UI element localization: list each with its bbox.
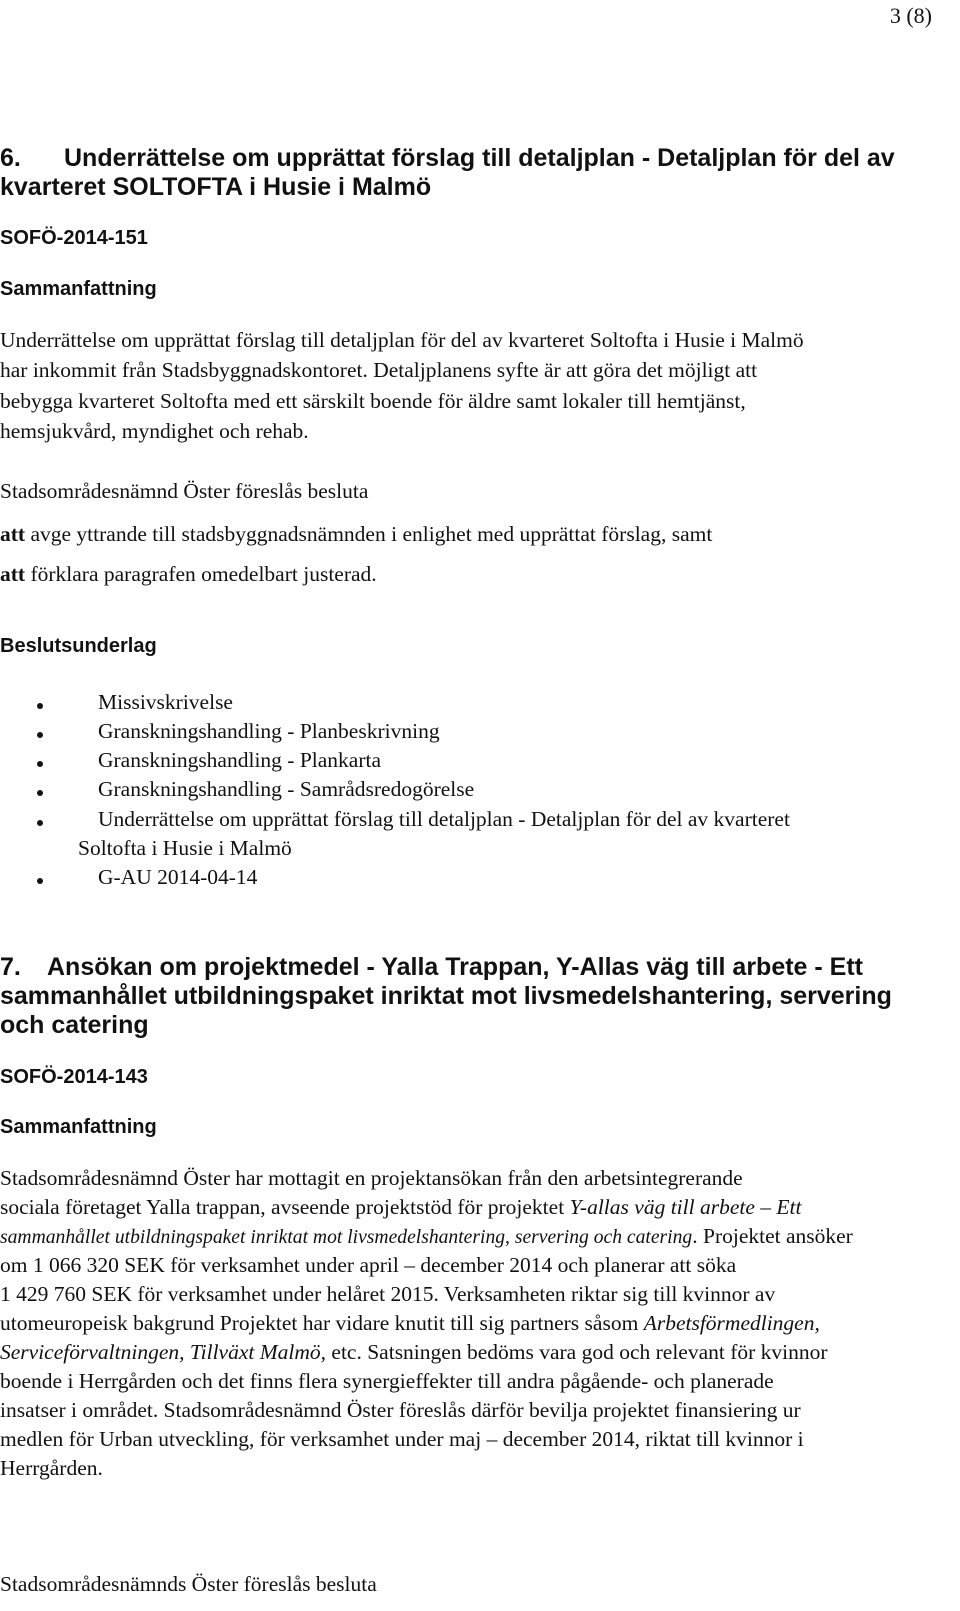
section-6-number: 6. (0, 144, 21, 172)
summary-text: utomeuropeisk bakgrund Projektet har vidare knutit till sig partners såsom (0, 1311, 644, 1335)
basis-item: Underrättelse om upprättat förslag till detaljplan - Detaljplan för del av kvarteret (98, 807, 790, 831)
section-7-title-line3: och catering (0, 1011, 149, 1039)
basis-item: Granskningshandling - Samrådsredogörelse (98, 777, 475, 801)
section-7-summary-line10: medlen för Urban utveckling, för verksamhet under maj – december 2014, riktat till kvinnor i (0, 1427, 804, 1451)
section-7-summary-line5: 1 429 760 SEK för verksamhet under helåret 2015. Verksamheten riktar sig till kvinnor av (0, 1282, 776, 1306)
section-6-reference: SOFÖ-2014-151 (0, 227, 148, 249)
partner-name: Serviceförvaltningen, Tillväxt Malmö, (0, 1340, 327, 1364)
decision-2-text: förklara paragrafen omedelbart justerad. (25, 562, 377, 586)
bullet-icon (37, 878, 43, 884)
att-keyword: att (0, 522, 26, 546)
bullet-icon (37, 761, 43, 767)
bullet-icon (37, 732, 43, 738)
section-6-decision-1 (0, 522, 712, 547)
bullet-icon (37, 820, 43, 826)
project-name: sammanhållet utbildningspaket inriktat mot livsmedelshantering, servering och catering (0, 1227, 693, 1248)
section-7-reference: SOFÖ-2014-143 (0, 1066, 148, 1088)
summary-text: sociala företaget Yalla trappan, avseende projektstöd för projektet (0, 1195, 570, 1219)
section-7-title-line1: Ansökan om projektmedel - Yalla Trappan, Y-Allas väg till arbete - Ett (47, 953, 863, 981)
section-6-title-line1: Underrättelse om upprättat förslag till detaljplan - Detaljplan för del av (64, 144, 895, 172)
section-7-summary-line7 (0, 1340, 828, 1365)
bullet-icon (37, 790, 43, 796)
decision-1-text: avge yttrande till stadsbyggnadsnämnden i enlighet med upprättat förslag, samt (25, 522, 713, 546)
section-6-summary-line3: bebygga kvarteret Soltofta med ett särskilt boende för äldre samt lokaler till hemtjänst, (0, 389, 746, 413)
section-7-summary-line1: Stadsområdesnämnd Öster har mottagit en projektansökan från den arbetsintegrerande (0, 1166, 743, 1190)
section-6-basis-heading: Beslutsunderlag (0, 635, 157, 657)
section-6-summary-line2: har inkommit från Stadsbyggnadskontoret. Detaljplanens syfte är att göra det möjligt att (0, 358, 758, 382)
basis-item: Granskningshandling - Plankarta (98, 748, 382, 772)
section-7-summary-line9: insatser i området. Stadsområdesnämnd Öster föreslås därför bevilja projektet finansiering ur (0, 1398, 801, 1422)
section-7-summary-line2 (0, 1195, 801, 1220)
section-6-summary-heading: Sammanfattning (0, 278, 157, 300)
partner-name: Arbetsförmedlingen, (643, 1311, 820, 1335)
project-name: Y-allas väg till arbete – Ett (569, 1195, 802, 1219)
basis-item: G-AU 2014-04-14 (98, 865, 258, 889)
section-6-title-line2: kvarteret SOLTOFTA i Husie i Malmö (0, 173, 432, 201)
basis-item: Missivskrivelse (98, 690, 233, 714)
section-7-title-line2: sammanhållet utbildningspaket inriktat mot livsmedelshantering, servering (0, 982, 892, 1010)
page-number: 3 (8) (889, 3, 932, 28)
basis-item: Granskningshandling - Planbeskrivning (98, 719, 440, 743)
section-7-summary-heading: Sammanfattning (0, 1116, 157, 1138)
summary-text: etc. Satsningen bedöms vara god och relevant för kvinnor (326, 1340, 828, 1364)
section-6-decision-2 (0, 562, 377, 587)
bullet-icon (37, 703, 43, 709)
att-keyword: att (0, 562, 26, 586)
section-6-summary-line4: hemsjukvård, myndighet och rehab. (0, 419, 309, 443)
summary-text: . Projektet ansöker (692, 1224, 853, 1248)
section-6-proposal-heading: Stadsområdesnämnd Öster föreslås besluta (0, 479, 369, 503)
section-6-summary-line1: Underrättelse om upprättat förslag till detaljplan för del av kvarteret Soltofta i Husie i Malmö (0, 328, 804, 352)
section-7-summary-line3 (0, 1224, 853, 1249)
basis-item-continuation: Soltofta i Husie i Malmö (78, 836, 292, 860)
section-7-proposal-heading: Stadsområdesnämnds Öster föreslås besluta (0, 1572, 377, 1596)
section-7-number: 7. (0, 953, 21, 981)
section-7-summary-line8: boende i Herrgården och det finns flera synergieffekter till andra pågående- och planerade (0, 1369, 774, 1393)
section-7-summary-line11: Herrgården. (0, 1456, 103, 1480)
section-7-summary-line4: om 1 066 320 SEK för verksamhet under april – december 2014 och planerar att söka (0, 1253, 737, 1277)
section-7-summary-line6 (0, 1311, 820, 1336)
